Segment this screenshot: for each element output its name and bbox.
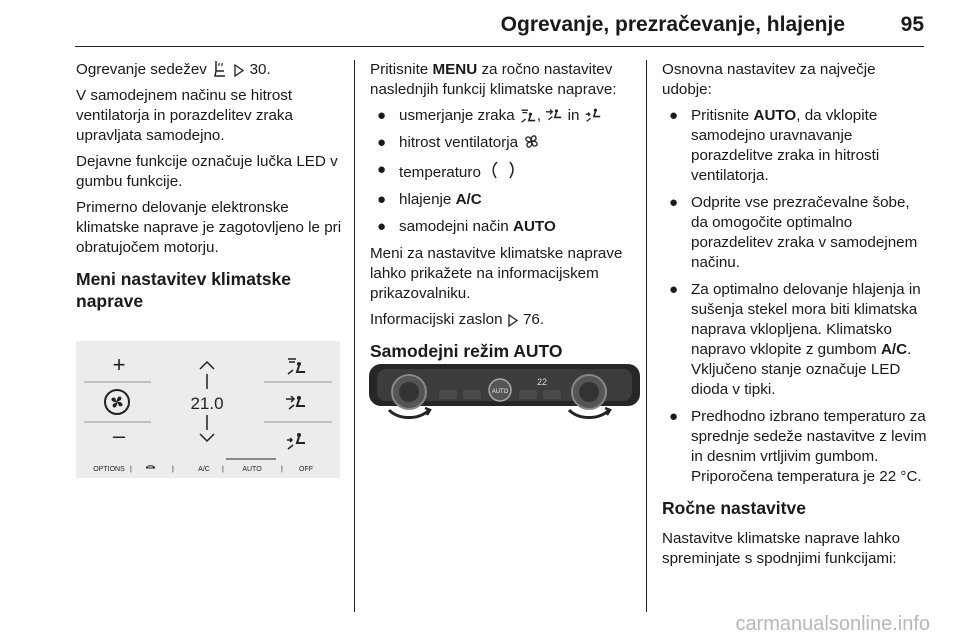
temperature-value: 21.0	[190, 394, 224, 413]
page-number: 95	[900, 13, 924, 36]
menu-separator: |	[130, 466, 132, 473]
list-item: ● Predhodno izbrano temperaturo za sprednje sedeže nastavitve z levim in desnim vrtljivim gumbom. Priporočena temperatura je 22 °C.	[669, 408, 927, 485]
list-item: ● Pritisnite AUTO, da vklopite samodejno uravnavanje porazdelitve zraka in hitrosti ventilatorja.	[669, 107, 880, 184]
section-heading: Samodejni režim AUTO	[370, 341, 563, 361]
air-to-windshield-icon	[520, 107, 536, 123]
panel-button	[439, 390, 457, 399]
panel-button	[463, 390, 481, 399]
list-item: ● Odprite vse prezračevalne šobe, da omogočite optimalno porazdelitev zraka v samodejnem načinu.	[669, 194, 918, 271]
seat-heating-ref: Ogrevanje sedežev 30.	[76, 61, 271, 78]
list-item: ● temperaturo	[370, 160, 638, 183]
manual-settings-paragraph: Nastavitve klimatske naprave lahko spreminjate s spodnjimi funkcijami:	[662, 530, 901, 567]
climate-control-panel-image	[367, 360, 642, 427]
seat-heat-icon	[212, 60, 228, 77]
section-heading: Meni nastavitev klimatske naprave	[76, 269, 291, 311]
plus-icon: +	[112, 352, 126, 377]
air-to-feet-icon	[585, 107, 601, 123]
column-3	[662, 60, 928, 575]
page-ref-arrow-icon	[508, 314, 518, 327]
list-item: ● hitrost ventilatorja	[370, 133, 638, 153]
temp-up-icon	[200, 362, 214, 369]
auto-mode-paragraph: V samodejnem načinu se hitrost ventilatorja in porazdelitev zraka upravljata samodejno.	[76, 87, 293, 144]
menu-intro: Pritisnite MENU za ročno nastavitev naslednjih funkcij klimatske naprave:	[370, 61, 617, 98]
panel-button	[543, 390, 561, 399]
watermark: carmanualsonline.info	[735, 613, 930, 635]
menu-separator: |	[222, 466, 224, 473]
panel-temperature: 22	[536, 377, 548, 387]
function-list	[370, 106, 638, 237]
minus-icon: –	[112, 423, 126, 448]
header-title: Ogrevanje, prezračevanje, hlajenje	[500, 13, 845, 36]
list-item: ● samodejni način AUTO	[377, 218, 556, 235]
air-to-face-icon	[286, 396, 305, 409]
auto-button-label: AUTO	[491, 389, 509, 395]
page-ref-arrow-icon	[234, 64, 244, 77]
column-divider	[646, 60, 647, 612]
column-2	[370, 60, 638, 372]
panel-button	[519, 390, 537, 399]
menu-separator: |	[281, 466, 283, 473]
control-panel-graphic	[367, 360, 642, 427]
left-rotate-arrow-icon	[389, 410, 429, 418]
air-to-feet-icon	[287, 433, 305, 449]
info-screen-ref: Informacijski zaslon 76.	[370, 311, 545, 328]
air-to-face-icon	[546, 107, 562, 123]
air-to-windshield-icon	[288, 359, 305, 374]
list-item: ● hlajenje A/C	[377, 191, 482, 208]
fan-icon	[523, 133, 540, 150]
menu-options: OPTIONS	[93, 466, 125, 473]
page-header	[0, 0, 960, 52]
fan-button-icon	[105, 390, 129, 414]
list-item: ● Za optimalno delovanje hlajenja in sušenja stekel mora biti klimatska naprava vklopljena. Klimatsko napravo vklopite z gumbom A/C. Vključeno stanje označuje LED dioda v tipki.	[669, 281, 921, 398]
temp-down-icon	[200, 434, 214, 441]
basic-setting-intro: Osnovna nastavitev za največje udobje:	[662, 61, 876, 98]
left-knob-center	[399, 382, 419, 402]
display-paragraph: Meni za nastavitve klimatske naprave lahko prikažete na informacijskem prikazovalniku.	[370, 245, 623, 302]
climate-menu-graphic	[76, 341, 340, 478]
temperature-arc-icon	[486, 160, 520, 180]
section-heading: Ročne nastavitve	[662, 498, 806, 518]
column-1	[76, 60, 344, 322]
menu-off: OFF	[299, 466, 313, 473]
menu-auto: AUTO	[242, 466, 262, 473]
menu-ac: A/C	[198, 466, 210, 473]
column-divider	[354, 60, 355, 612]
led-paragraph: Dejavne funkcije označuje lučka LED v gumbu funkcije.	[76, 153, 338, 190]
menu-separator: |	[172, 466, 174, 473]
header-rule	[75, 46, 924, 47]
list-item: ● usmerjanje zraka , in	[370, 106, 638, 126]
recirculation-icon	[146, 466, 155, 468]
right-knob-center	[579, 382, 599, 402]
right-rotate-arrow-icon	[569, 410, 609, 418]
comfort-list	[662, 106, 928, 487]
engine-paragraph: Primerno delovanje elektronske klimatske naprave je zagotovljeno le pri obratujočem motorju.	[76, 199, 342, 256]
climate-menu-screen	[76, 341, 340, 478]
